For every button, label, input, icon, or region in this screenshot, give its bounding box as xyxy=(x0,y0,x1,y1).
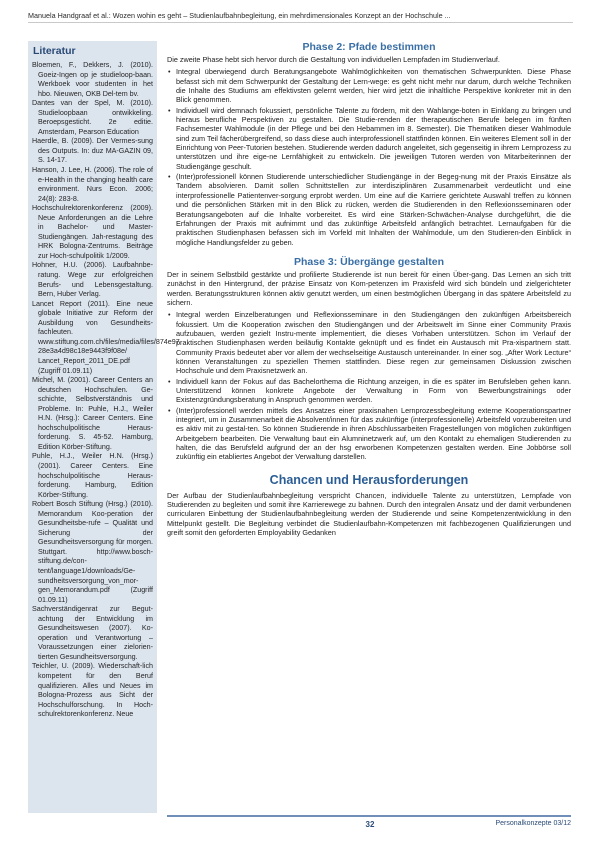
reference-entry: Dantes van der Spel, M. (2010). Studieloopbaan ontwikkeling. Beroepsgesticht. 2e editie. Amsterdam, Pearson Education xyxy=(32,99,153,136)
phase3-heading: Phase 3: Übergänge gestalten xyxy=(294,255,444,268)
bullet-text: (Inter)professionell können Studierende unterschiedlicher Studiengänge in der Begeg-nung mit der Praxis Einsätze als Tandem absolvieren. Damit sollen Schnittstellen zur interdisziplinären Zusammenarbeit verdeutlicht und eine interprofessionelle Patientenver-sorgung erprobt werden. Um eine auf die Karriere gerichtete Auswahl treffen zu können und die persönlichen Stärken mit in den Blick zu rücken, werden die Studierenden in den Reflexionsseminaren oder Beratungsangeboten auf die Inhalte vorbereitet. Es wird eine Stärken-Schwächen-Analyse durchgeführt, die die Erfahrungen der Praxis mit aufnimmt und das zukünftige Arbeitsfeld anfänglich betrachtet. Lernaufgaben für die praktischen Studienphasen befassen sich im Vorfeld mit Inhalten der Wahlmodule, um den Studieren-den Einblick in mögliche Handlungsfelder zu geben. xyxy=(176,172,571,247)
running-header: Manuela Handgraaf et al.: Wozen wohin es geht – Studienlaufbahnbegleitung, ein mehrdimensionales Konzept an der Hochschule ... xyxy=(28,9,573,23)
reference-entry: Hohner, H.U. (2006). Laufbahnbe-ratung. Wege zur erfolgreichen Berufs- und Lebensgestaltung. Bern, Huber Verlag. xyxy=(32,261,153,299)
reference-entry: Lancet Report (2011). Eine neue globale Initiative zur Reform der Ausbildung von Gesundheits-fachleuten. www.stiftung.com.ch/files/media/files/874e97 28e3a4d98c18e9443f9f08e/ Lancet_Report_2011_DE.pdf (Zugriff 01.09.11) xyxy=(32,299,180,375)
bullet-icon: • xyxy=(168,405,171,415)
bullet-item xyxy=(167,310,571,375)
bullet-item xyxy=(167,106,571,171)
phase2-intro: Die zweite Phase hebt sich hervor durch die Gestaltung von individuellen Lernpfaden im Studienverlauf. xyxy=(167,55,500,64)
bullet-text: (Inter)professionell werden mittels des Ansatzes einer praxisnahen Lernprozessbegleitung externe Kooperationspartner integriert, um in Zusammenarbeit die Absolvent/innen für das zukünftige (interprofessionelle) Arbeitsfeld vorzubereiten und es aktiv mit zu gestal-ten. So können Studierende in ihren Abschlussarbeiten Fragestellungen von möglichen zukünftigen Arbeitgebern bearbeiten. Die Verwaltung baut ein Alumninetzwerk auf, um den Kontakt zu ehemaligen Studierenden zu halten, die das Berufsfeld aufgrund der an der hsg erworbenen Kompetenzen gestalten werden. Eine Jobbörse soll zukünftig ein etabliertes Angebot der Verwaltung darstellen. xyxy=(176,405,571,462)
reference-entry: Hochschulrektorenkonferenz (2009). Neue Anforderungen an die Lehre in Bachelor- und Master-Studiengängen. Jah-restagung des HRK Bologna-Zentrums. Beiträge zur Hoch-schulpolitik 1/2009. xyxy=(32,204,153,260)
phase3-bullet-list xyxy=(167,310,571,462)
bullet-item xyxy=(167,172,571,247)
journal-name: Personalkonzepte 03/12 xyxy=(495,820,571,827)
chancen-heading: Chancen und Herausforderungen xyxy=(269,472,469,487)
reference-entry: Robert Bosch Stiftung (Hrsg.) (2010). Memorandum Koo-peration der Gesundheitsbe-rufe – Qualität und Sicherung der Gesundheitsversorgung für morgen. Stuttgart. http://www.bosch-stiftung.de/con-tent/language1/downloads/Ge-sundheitsversorgung_von_mor-gen_Memorandum.pdf (Zugriff 01.09.11) xyxy=(32,500,153,604)
chancen-text: Der Aufbau der Studienlaufbahnbegleitung verspricht Chancen, individuelle Talente zu unterstützen, Lernpfade von Studierenden zu begleiten und somit ihre Karrierewege zu bahnen. Durch den integralen Ansatz und der damit verbundenen curricularen Einbettung der Studienlaufbahnbegleitung werden der Studierende und seine Kompetenzentwicklung in den Mittelpunkt gestellt. Die Begleitung verbindet die Studienlaufbahn-Kompetenzen mit fachbezogenen Qualifizierungen und greift somit den geforderten Employability Gedanken xyxy=(167,490,571,538)
bullet-item xyxy=(167,67,571,104)
bullet-icon: • xyxy=(168,105,171,115)
reference-entry: Teichler, U. (2009). Wiederschaft-lich kompetent für den Beruf qualifizieren. Alles und Neues im Bologna-Prozess aus Sicht der Hochschulforschung. In Hoch-schulrektorenkonferenz. Neue xyxy=(32,662,153,719)
bullet-icon: • xyxy=(168,67,171,77)
reference-entry: Hanson, J. Lee, H. (2006). The role of e-Health in the changing health care environment. Nurs Econ. 2006; 24(8): 283-8. xyxy=(32,166,153,203)
bullet-text: Integral überwiegend durch Beratungsangebote Wahlmöglichkeiten von thematischen Schwerpunkten. Diese Phase befasst sich mit dem Schwerpunkt der Gestaltung der Lern-wege: es geht nicht mehr nur darum, durch welche Techniken die Inhalte des Studiums am effektivsten gelernt werden, hier wird jetzt die inhaltliche Perspektive konkreter mit in den Blick genommen. xyxy=(176,67,571,105)
literature-sidebar xyxy=(28,41,180,813)
reference-entry: Puhle, H.J., Weiler H.N. (Hrsg.) (2001). Career Centers. Eine hochschulpolitische Heraus-forderung. Hamburg, Edition Körber-Stiftung. xyxy=(32,452,153,499)
footer-rule xyxy=(167,815,571,817)
bullet-icon: • xyxy=(168,172,171,182)
phase2-bullet-list xyxy=(167,67,571,247)
reference-entry: Haerdle, B. (2009). Der Vermes-sung des Outputs. In: duz MA-GAZIN 09, S. 14-17. xyxy=(32,137,153,165)
bullet-icon: • xyxy=(168,376,171,386)
bullet-text: Individuell wird demnach fokussiert, persönliche Talente zu fördern, mit den Wahlange-boten in Einklang zu bringen und hieraus berufliche Perspektiven zu gestalten. Die Studie-renden der therapeutischen Berufe belegen im fünften Fachsemester Wahlmodule (in der Pflege und bei den Hebammen im 8. Semester). Die Thematiken dieser Wahlmodule sind zum Teil fächerübergreifend, so dass diese auch interprofessionell stattfinden können. Ein weiteres Element soll in der Einrichtung von Peer-Tutorien bestehen. Studierende werden dadurch angeleitet, sich gegenseitig in ihrem Lernprozess zu unterstützen und ihre eige-ne Lernfähigkeit zu entwickeln. Die jeweiligen Tutoren werden von Mitarbeiterinnen der Studiengänge geschult. xyxy=(176,105,571,171)
bullet-item xyxy=(167,377,571,405)
bullet-icon: • xyxy=(168,310,171,320)
section-gap xyxy=(167,248,571,256)
phase3-intro: Der in seinem Selbstbild gestärkte und profilierte Studierende ist nun bereit für einen Über-gang. Das Lernen an sich tritt zunächst in den Hintergrund, der präzise Einsatz von Kom-petenzen im Praxisfeld wird sich bündeln und zielgerichteter werden. Beratungsstrukturen können aktiv genutzt werden, um einen bestmöglichen Übergang in das spätere Arbeitsfeld zu sichern. xyxy=(167,269,571,307)
bullet-item xyxy=(167,406,571,462)
bullet-text: Integral werden Einzelberatungen und Reflexionsseminare in den Studiengängen den zukünftigen Arbeitsbereich fokussiert. Um die Kooperation zwischen den Studiengängen und der Arbeitswelt im Sinne einer Community Praxis aufzubauen, werden gezielt Instru-mente implementiert, die dieses Vorhaben unterstützen. Schon im Verlauf der praktischen Studienphasen werden beiläufig Kontakte geknüpft und es findet ein Austausch mit Pra-xispartnern statt. Community Praxis bedeutet aber vor allem der wechselseitige Austausch untereinander. In einer sog. „After Work Lecture“ können Veranstaltungen zu speziellen Themen stattfinden. Diese regen zur gemeinsamen Diskussion zwischen Hochschule und dem Praxisnetzwerk an. xyxy=(176,310,571,376)
reference-entry: Sachverständigenrat zur Begut-achtung der Entwicklung im Gesundheitswesen (2007). Ko-operation und Verantwortung – Voraussetzungen einer zielorien-tierten Gesundheitsversorgung. xyxy=(32,605,153,661)
literature-title: Literatur xyxy=(33,45,76,57)
main-article xyxy=(167,41,571,811)
phase2-heading: Phase 2: Pfade bestimmen xyxy=(302,41,436,53)
reference-entry: Michel, M. (2001). Career Centers an deutschen Hochschulen. Ge-schichte, Selbstverständnis und Probleme. In: Puhle, H.J., Weiler H.N. (Hrsg.): Career Centers. Eine hochschulpolitische Heraus-forderung. S. 45-52. Hamburg, Edition Körber-Stiftung. xyxy=(32,376,153,451)
bullet-text: Individuell kann der Fokus auf das Bachelorthema die Richtung anzeigen, in die es später im Berufsleben gehen kann. Unterstützend können konkrete Angebote der Verwaltung in Form von Bewerbungstrainings oder Existenzgründungsberatung in Anspruch genommen werden. xyxy=(176,376,571,405)
reference-entry: Bloemen, F., Dekkers, J. (2010). Goeiz-Ingen op je studieloop-baan. Werkboek voor studenten in het hbo. Nieuwen, OKB Del-tem bv. xyxy=(32,61,153,98)
page-number: 32 xyxy=(365,820,375,829)
